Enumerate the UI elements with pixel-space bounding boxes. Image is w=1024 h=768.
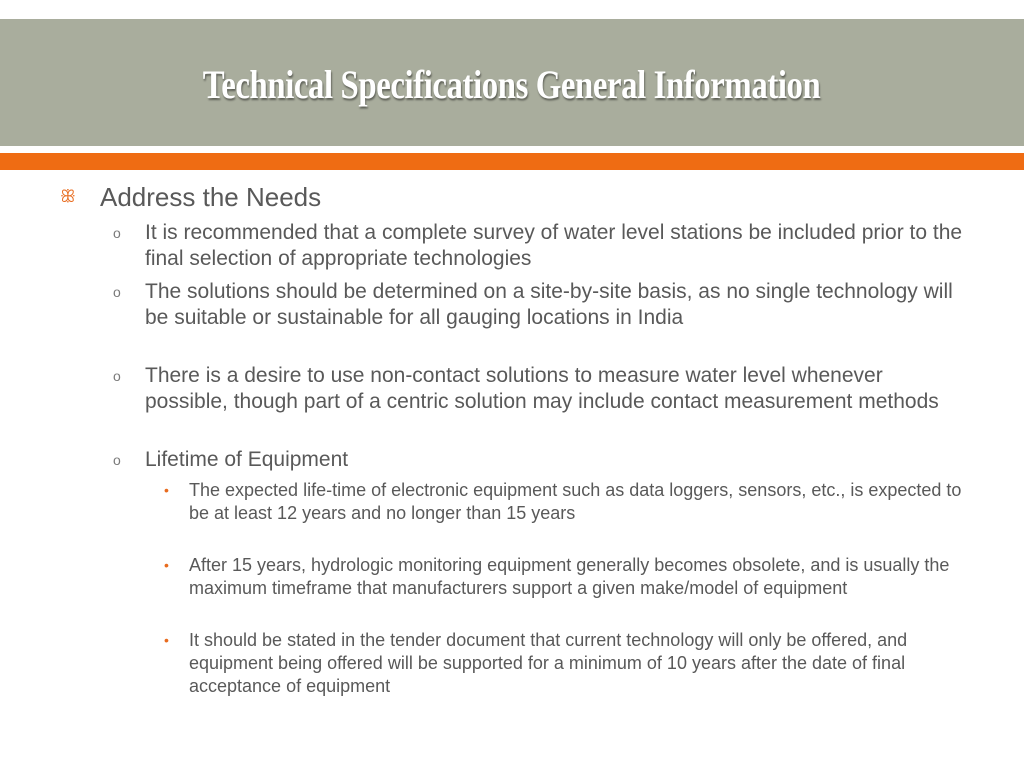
list-item <box>113 363 963 415</box>
point-text: There is a desire to use non-contact solutions to measure water level whenever possible, though part of a centric solution may include contact measurement methods <box>145 364 939 413</box>
sub-list-item <box>164 629 964 698</box>
list-item <box>113 447 963 473</box>
dot-bullet-icon: • <box>164 482 169 498</box>
point-text: The solutions should be determined on a site-by-site basis, as no single technology will be suitable or sustainable for all gauging locations in India <box>145 280 953 329</box>
circle-bullet-icon: o <box>113 284 121 300</box>
list-item <box>113 279 963 331</box>
sub-point-text: It should be stated in the tender document that current technology will only be offered, and equipment being offered will be supported for a minimum of 10 years after the date of final acceptance of equipment <box>189 630 908 696</box>
sub-list-item <box>164 479 964 525</box>
slide-title: Technical Specifications General Information <box>203 62 821 107</box>
list-item-heading <box>60 182 321 212</box>
sub-point-text: After 15 years, hydrologic monitoring equipment generally becomes obsolete, and is usually the maximum timeframe that manufacturers support a given make/model of equipment <box>189 555 950 598</box>
dot-bullet-icon: • <box>164 632 169 648</box>
accent-bar <box>0 153 1024 170</box>
title-band <box>0 19 1024 146</box>
list-item <box>113 220 963 272</box>
point-text: Lifetime of Equipment <box>145 448 349 471</box>
circle-bullet-icon: o <box>113 225 121 241</box>
circle-bullet-icon: o <box>113 368 121 384</box>
point-text: It is recommended that a complete survey of water level stations be included prior to the final selection of appropriate technologies <box>145 221 963 270</box>
sub-list-item <box>164 554 964 600</box>
sub-point-text: The expected life-time of electronic equipment such as data loggers, sensors, etc., is expected to be at least 12 years and no longer than 15 years <box>189 480 962 523</box>
heading-text: Address the Needs <box>100 182 322 212</box>
dot-bullet-icon: • <box>164 557 169 573</box>
flourish-bullet-icon: ꕥ <box>60 187 76 207</box>
circle-bullet-icon: o <box>113 452 121 468</box>
